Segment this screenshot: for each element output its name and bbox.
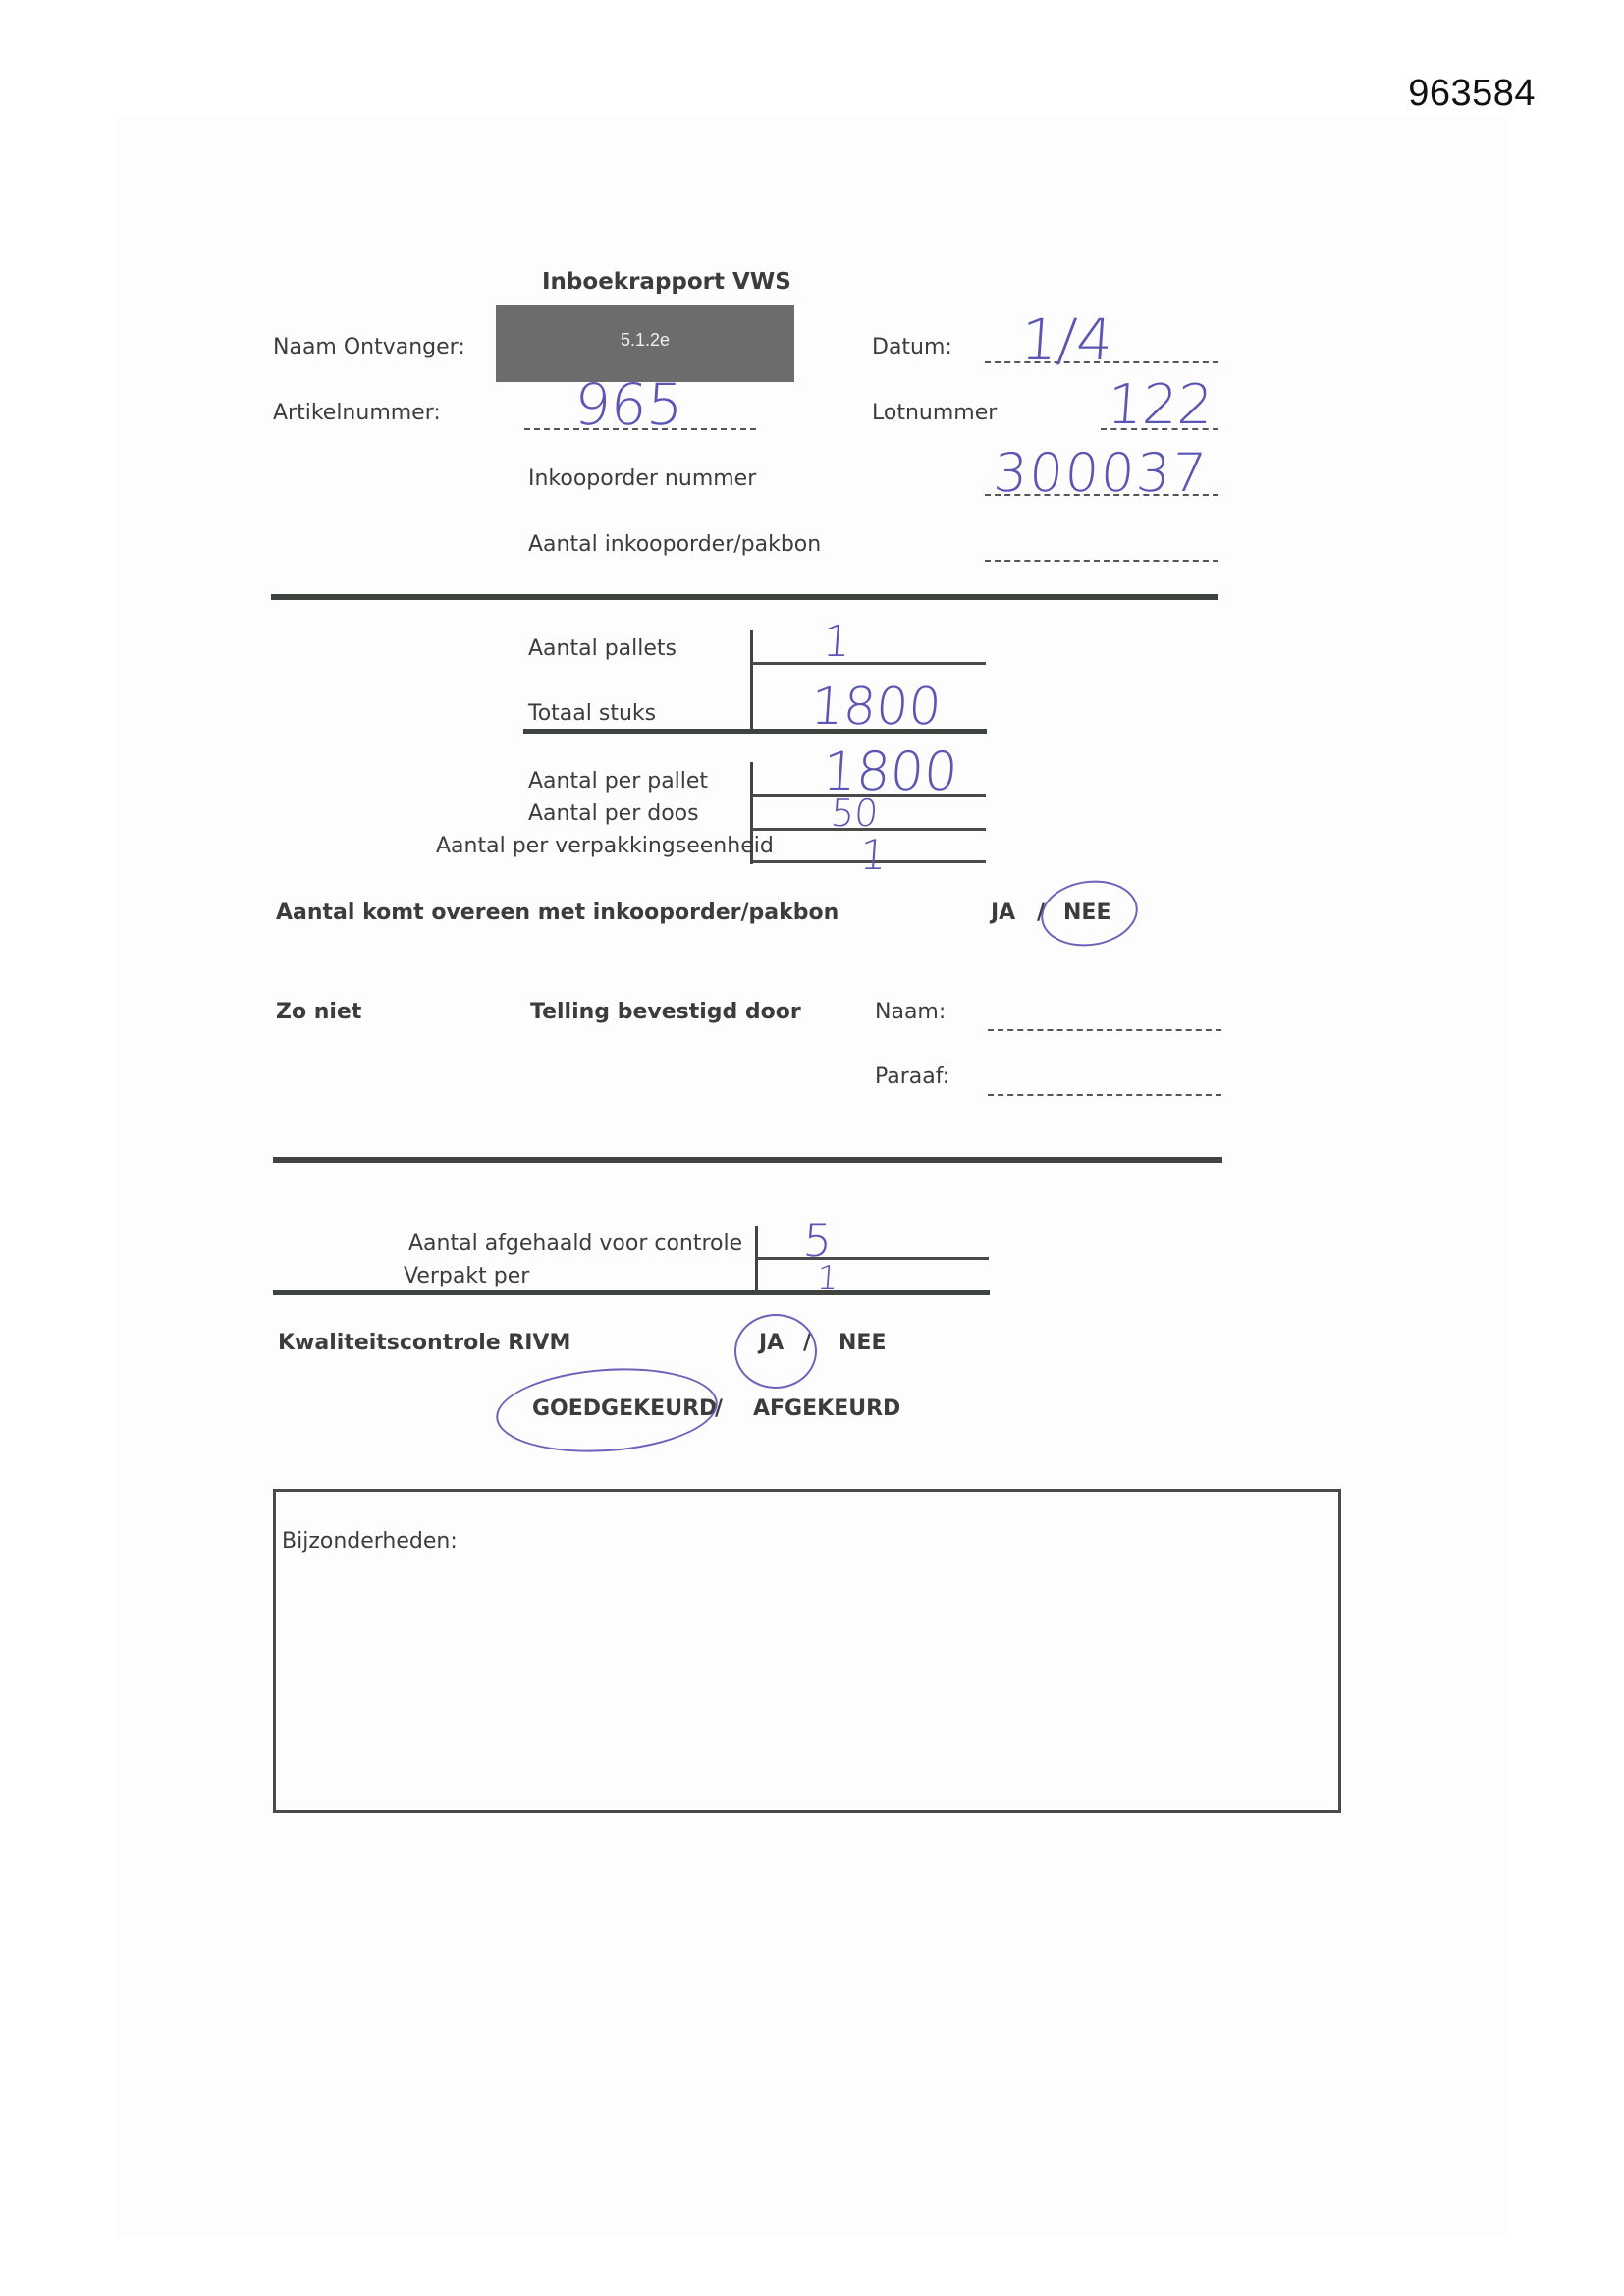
naam-label: Naam:: [875, 1000, 947, 1024]
verpakt-per-label: Verpakt per: [404, 1264, 530, 1288]
control-vertical-line: [755, 1226, 758, 1294]
goedgekeurd-option[interactable]: GOEDGEKEURD: [532, 1396, 718, 1421]
paraaf-label: Paraaf:: [875, 1065, 950, 1089]
verpakt-per-line: [273, 1290, 990, 1295]
artikelnummer-value[interactable]: 965: [571, 371, 686, 438]
redaction-label: 5.1.2e: [620, 330, 671, 350]
match-option-nee[interactable]: NEE: [1063, 901, 1111, 925]
paraaf-field-line: [988, 1094, 1221, 1096]
aantal-pallets-line: [752, 662, 986, 665]
totaal-stuks-label: Totaal stuks: [528, 701, 657, 726]
aantal-pallets-value[interactable]: 1: [821, 617, 852, 667]
afgehaald-label: Aantal afgehaald voor controle: [408, 1231, 743, 1256]
quality-separator: /: [803, 1331, 812, 1355]
form-title: Inboekrapport VWS: [542, 269, 791, 295]
remarks-label: Bijzonderheden:: [282, 1529, 458, 1554]
aantal-per-verpakkingseenheid-label: Aantal per verpakkingseenheid: [436, 834, 774, 858]
section-divider-2: [273, 1157, 1222, 1163]
aantal-per-doos-value[interactable]: 50: [829, 792, 880, 835]
naam-field-line: [988, 1029, 1221, 1031]
aantal-per-doos-label: Aantal per doos: [528, 801, 699, 826]
afgekeurd-option[interactable]: AFGEKEURD: [753, 1396, 901, 1421]
document-number: 963584: [1408, 73, 1536, 114]
totaal-stuks-value[interactable]: 1800: [808, 678, 944, 737]
aantal-per-verpakkingseenheid-value[interactable]: 1: [858, 831, 889, 879]
aantal-pallets-label: Aantal pallets: [528, 636, 677, 661]
lotnummer-value[interactable]: 122: [1105, 373, 1216, 437]
afgehaald-value[interactable]: 5: [801, 1214, 835, 1267]
match-question-label: Aantal komt overeen met inkooporder/pakbon: [276, 901, 839, 925]
result-separator: /: [715, 1396, 724, 1421]
remarks-box[interactable]: [273, 1489, 1341, 1813]
quality-option-nee[interactable]: NEE: [839, 1331, 887, 1355]
inkooporder-nummer-value[interactable]: 300037: [991, 442, 1211, 504]
datum-value[interactable]: 1/4: [1018, 306, 1115, 373]
lotnummer-label: Lotnummer: [872, 401, 998, 425]
artikelnummer-label: Artikelnummer:: [273, 401, 441, 425]
aantal-inkooporder-label: Aantal inkooporder/pakbon: [528, 532, 822, 557]
kwaliteitscontrole-label: Kwaliteitscontrole RIVM: [278, 1331, 571, 1355]
datum-label: Datum:: [872, 335, 952, 359]
section-divider-1: [271, 594, 1218, 600]
aantal-inkooporder-field-line: [985, 560, 1218, 562]
quality-option-ja[interactable]: JA: [759, 1331, 785, 1355]
inkooporder-nummer-label: Inkooporder nummer: [528, 466, 757, 491]
aantal-per-pallet-value[interactable]: 1800: [820, 740, 960, 802]
scanned-page: [116, 116, 1510, 2237]
counts-vertical-line-1: [750, 630, 753, 733]
zo-niet-label: Zo niet: [276, 1000, 362, 1024]
naam-ontvanger-label: Naam Ontvanger:: [273, 335, 465, 359]
match-option-ja[interactable]: JA: [991, 901, 1016, 925]
verpakt-per-value[interactable]: 1: [815, 1259, 840, 1298]
afgehaald-line: [757, 1257, 989, 1260]
match-separator: /: [1037, 901, 1046, 925]
telling-bevestigd-label: Telling bevestigd door: [530, 1000, 801, 1024]
aantal-per-pallet-label: Aantal per pallet: [528, 769, 709, 793]
ja-selection-circle: [734, 1314, 817, 1389]
